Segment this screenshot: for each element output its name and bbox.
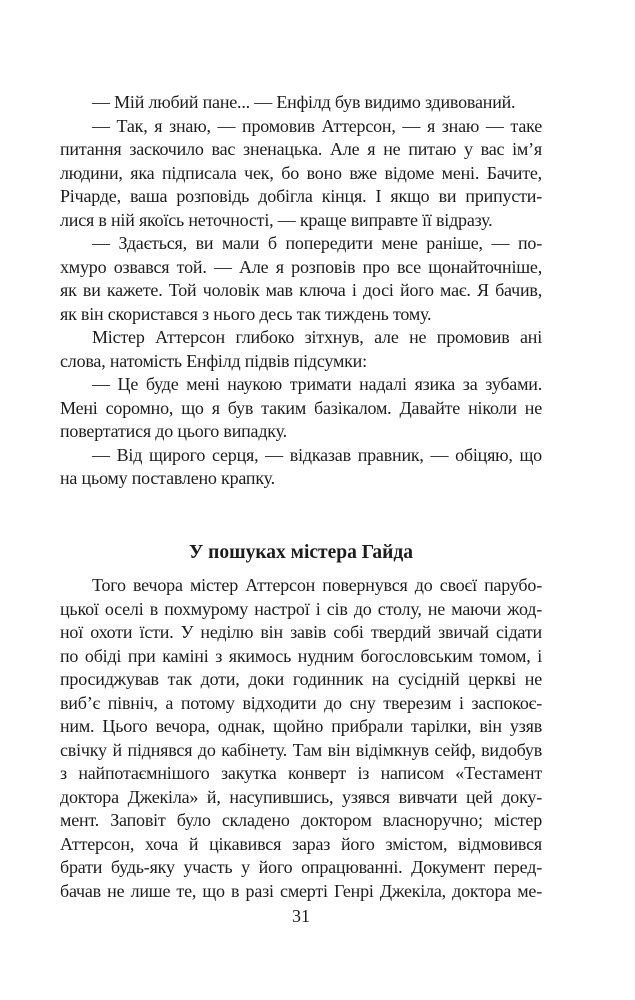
text-line: свічку й піднявся до кабінету. Там він відімкнув сейф, видобув [60, 739, 542, 760]
paragraph [60, 232, 542, 326]
text-line: доктора Джекіла» й, насупившись, узявся вивчати цей доку- [60, 786, 542, 807]
text-line: ним. Цього вечора, однак, щойно прибрали тарілки, він узяв [60, 716, 542, 736]
text-line: — Здається, ви мали б попередити мене раніше, — по- [92, 233, 542, 253]
text-line: Містер Аттерсон глибоко зітхнув, але не промовив ані [92, 327, 542, 347]
text-line: Мені соромно, що я був таким базікалом. Давайте ніколи не [60, 397, 542, 418]
text-line: — Це буде мені наукою тримати надалі язика за зубами. [92, 374, 542, 394]
text-line: по обіді при каміні з якимось нудним богословським томом, і [60, 645, 542, 666]
text-line: — Так, я знаю, — промовив Аттерсон, — я знаю — таке [92, 115, 542, 136]
text-line: Того вечора містер Аттерсон повернувся до своєї парубо- [92, 575, 542, 595]
paragraph [60, 115, 542, 233]
text-line: як він скористався з нього десь так тиждень тому. [60, 303, 432, 324]
text-line: Річарде, ваша розповідь добігла кінця. І якщо ви припусти- [60, 186, 542, 206]
text-line: Аттерсон, хоча й цікавився зараз його змістом, відмовився [60, 833, 542, 854]
text-line: — Мій любий пане... — Енфілд був видимо здивований. [92, 92, 516, 112]
text-line: слова, натомість Енфілд підвів підсумки: [60, 350, 367, 371]
paragraph [60, 326, 542, 373]
page-text-block [60, 91, 542, 903]
text-line: з найпотаємнішого закутка конверт із написом «Тестамент [60, 763, 542, 783]
text-line: як ви кажете. Той чоловік мав ключа і досі його має. Я бачив, [60, 280, 542, 300]
text-line: хмуро озвався той. — Але я розповів про все щонайточніше, [60, 256, 542, 277]
text-line: повертатися до цього випадку. [60, 421, 287, 441]
text-line: на цьому поставлено крапку. [60, 468, 275, 488]
text-line: просиджував так доти, доки годинник на сусідній церкві не [60, 669, 542, 689]
text-line: бачав не лише те, що в разі смерті Генрі Джекіла, доктора ме- [60, 880, 542, 901]
paragraph [60, 444, 542, 491]
text-line: людини, яка підписала чек, бо воно вже відоме мені. Бачите, [60, 162, 542, 183]
text-line: питання заскочило вас зненацька. Але я не питаю у вас ім’я [60, 139, 542, 159]
text-line: лися в ній якоїсь неточності, — краще виправте її відразу. [60, 209, 493, 230]
paragraph [60, 373, 542, 444]
text-line: — Від щирого серця, — відказав правник, — обіцяю, що [92, 444, 542, 465]
text-line: цької оселі в похмурому настрої і сів до столу, не маючи жод- [60, 598, 542, 619]
text-line: ної охоти їсти. У неділю він завів собі твердий звичай сідати [60, 622, 542, 642]
chapter-heading: У пошуках містера Гайда [188, 541, 414, 563]
page-number: 31 [292, 906, 310, 926]
text-line: мент. Заповіт було складено доктором власноручно; містер [60, 810, 542, 830]
text-line: виб’є північ, а потому відходити до сну тверезим і заспокоє- [60, 692, 542, 713]
text-line: брати будь-яку участь у його опрацюванні. Документ перед- [60, 857, 542, 877]
paragraph [60, 91, 542, 115]
paragraph [60, 574, 542, 903]
